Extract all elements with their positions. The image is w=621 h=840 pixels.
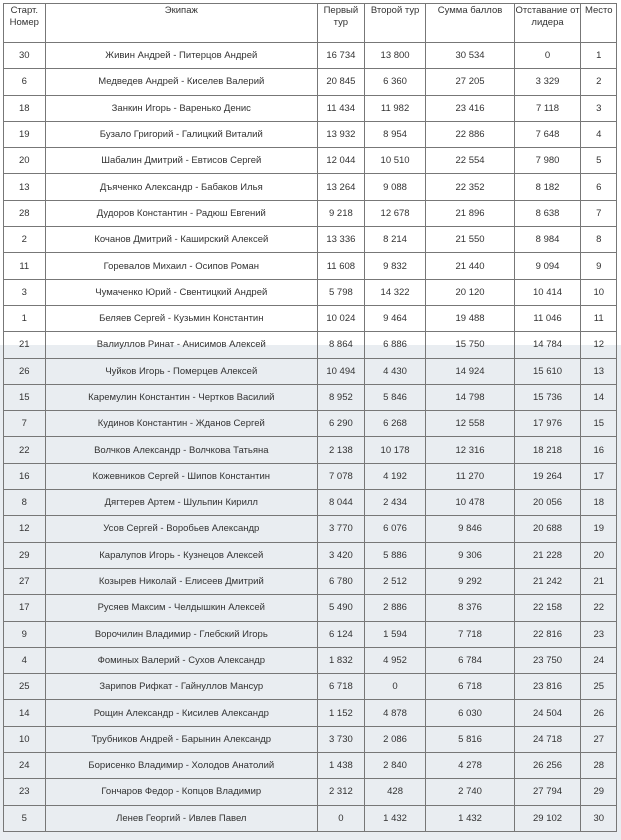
- cell-total-points: 6 030: [426, 700, 514, 726]
- cell-gap-to-leader: 22 816: [514, 621, 581, 647]
- cell-second-round: 9 088: [364, 174, 426, 200]
- cell-first-round: 5 490: [318, 595, 365, 621]
- table-row: [4, 726, 617, 752]
- cell-place: 18: [581, 490, 617, 516]
- cell-gap-to-leader: 23 816: [514, 674, 581, 700]
- cell-start-number: 24: [4, 753, 46, 779]
- table-row: [4, 700, 617, 726]
- cell-second-round: 4 878: [364, 700, 426, 726]
- cell-gap-to-leader: 17 976: [514, 411, 581, 437]
- cell-gap-to-leader: 7 118: [514, 95, 581, 121]
- cell-gap-to-leader: 24 718: [514, 726, 581, 752]
- header-second-round: Второй тур: [364, 4, 426, 43]
- table-row: [4, 358, 617, 384]
- header-first-round: Первый тур: [318, 4, 365, 43]
- cell-second-round: 9 464: [364, 305, 426, 331]
- cell-second-round: 5 846: [364, 384, 426, 410]
- cell-gap-to-leader: 7 648: [514, 121, 581, 147]
- cell-crew: Волчков Александр - Волчкова Татьяна: [45, 437, 318, 463]
- cell-start-number: 6: [4, 69, 46, 95]
- cell-total-points: 1 432: [426, 805, 514, 831]
- cell-crew: Усов Сергей - Воробьев Александр: [45, 516, 318, 542]
- cell-crew: Рощин Александр - Кисилев Александр: [45, 700, 318, 726]
- table-row: [4, 384, 617, 410]
- cell-place: 14: [581, 384, 617, 410]
- cell-second-round: 12 678: [364, 200, 426, 226]
- table-row: [4, 490, 617, 516]
- cell-gap-to-leader: 3 329: [514, 69, 581, 95]
- cell-first-round: 12 044: [318, 148, 365, 174]
- cell-gap-to-leader: 8 984: [514, 227, 581, 253]
- cell-start-number: 16: [4, 463, 46, 489]
- cell-total-points: 8 376: [426, 595, 514, 621]
- cell-crew: Козырев Николай - Елисеев Дмитрий: [45, 568, 318, 594]
- cell-crew: Каремулин Константин - Чертков Василий: [45, 384, 318, 410]
- cell-start-number: 18: [4, 95, 46, 121]
- cell-second-round: 428: [364, 779, 426, 805]
- cell-total-points: 6 718: [426, 674, 514, 700]
- cell-gap-to-leader: 20 056: [514, 490, 581, 516]
- cell-place: 25: [581, 674, 617, 700]
- cell-gap-to-leader: 18 218: [514, 437, 581, 463]
- cell-gap-to-leader: 20 688: [514, 516, 581, 542]
- cell-total-points: 9 306: [426, 542, 514, 568]
- cell-crew: Горевалов Михаил - Осипов Роман: [45, 253, 318, 279]
- cell-place: 30: [581, 805, 617, 831]
- cell-total-points: 20 120: [426, 279, 514, 305]
- cell-second-round: 2 512: [364, 568, 426, 594]
- cell-place: 23: [581, 621, 617, 647]
- table-row: [4, 305, 617, 331]
- cell-total-points: 14 798: [426, 384, 514, 410]
- cell-start-number: 10: [4, 726, 46, 752]
- cell-first-round: 10 494: [318, 358, 365, 384]
- cell-gap-to-leader: 19 264: [514, 463, 581, 489]
- table-row: [4, 674, 617, 700]
- cell-gap-to-leader: 21 242: [514, 568, 581, 594]
- cell-crew: Беляев Сергей - Кузьмин Константин: [45, 305, 318, 331]
- cell-start-number: 13: [4, 174, 46, 200]
- cell-second-round: 14 322: [364, 279, 426, 305]
- table-row: [4, 121, 617, 147]
- cell-place: 21: [581, 568, 617, 594]
- cell-second-round: 2 086: [364, 726, 426, 752]
- cell-crew: Дягтерев Артем - Шульпин Кирилл: [45, 490, 318, 516]
- cell-crew: Живин Андрей - Питерцов Андрей: [45, 43, 318, 69]
- cell-total-points: 21 896: [426, 200, 514, 226]
- cell-crew: Чуйков Игорь - Померцев Алексей: [45, 358, 318, 384]
- cell-gap-to-leader: 22 158: [514, 595, 581, 621]
- cell-first-round: 3 420: [318, 542, 365, 568]
- cell-crew: Русяев Максим - Челдышкин Алексей: [45, 595, 318, 621]
- cell-total-points: 21 550: [426, 227, 514, 253]
- cell-gap-to-leader: 23 750: [514, 647, 581, 673]
- table-row: [4, 647, 617, 673]
- cell-first-round: 6 290: [318, 411, 365, 437]
- cell-first-round: 2 138: [318, 437, 365, 463]
- cell-first-round: 10 024: [318, 305, 365, 331]
- cell-total-points: 9 292: [426, 568, 514, 594]
- table-row: [4, 621, 617, 647]
- cell-start-number: 2: [4, 227, 46, 253]
- cell-first-round: 13 932: [318, 121, 365, 147]
- cell-second-round: 10 178: [364, 437, 426, 463]
- cell-second-round: 13 800: [364, 43, 426, 69]
- table-row: [4, 332, 617, 358]
- cell-first-round: 3 730: [318, 726, 365, 752]
- cell-second-round: 1 594: [364, 621, 426, 647]
- table-row: [4, 568, 617, 594]
- cell-gap-to-leader: 27 794: [514, 779, 581, 805]
- cell-place: 15: [581, 411, 617, 437]
- cell-place: 26: [581, 700, 617, 726]
- cell-start-number: 25: [4, 674, 46, 700]
- cell-crew: Ворочилин Владимир - Глебский Игорь: [45, 621, 318, 647]
- table-row: [4, 174, 617, 200]
- cell-total-points: 5 816: [426, 726, 514, 752]
- cell-first-round: 16 734: [318, 43, 365, 69]
- table-row: [4, 779, 617, 805]
- cell-gap-to-leader: 14 784: [514, 332, 581, 358]
- cell-start-number: 28: [4, 200, 46, 226]
- cell-first-round: 20 845: [318, 69, 365, 95]
- cell-total-points: 22 886: [426, 121, 514, 147]
- table-row: [4, 753, 617, 779]
- cell-first-round: 1 152: [318, 700, 365, 726]
- cell-place: 24: [581, 647, 617, 673]
- cell-crew: Валиуллов Ринат - Анисимов Алексей: [45, 332, 318, 358]
- cell-start-number: 8: [4, 490, 46, 516]
- table-row: [4, 148, 617, 174]
- cell-total-points: 22 554: [426, 148, 514, 174]
- cell-second-round: 1 432: [364, 805, 426, 831]
- cell-second-round: 4 192: [364, 463, 426, 489]
- cell-place: 16: [581, 437, 617, 463]
- cell-first-round: 2 312: [318, 779, 365, 805]
- cell-gap-to-leader: 15 610: [514, 358, 581, 384]
- cell-total-points: 23 416: [426, 95, 514, 121]
- header-crew: Экипаж: [45, 4, 318, 43]
- cell-crew: Каралупов Игорь - Кузнецов Алексей: [45, 542, 318, 568]
- cell-gap-to-leader: 0: [514, 43, 581, 69]
- cell-place: 28: [581, 753, 617, 779]
- cell-gap-to-leader: 21 228: [514, 542, 581, 568]
- cell-place: 17: [581, 463, 617, 489]
- cell-total-points: 21 440: [426, 253, 514, 279]
- cell-total-points: 4 278: [426, 753, 514, 779]
- cell-total-points: 30 534: [426, 43, 514, 69]
- header-row: [4, 4, 617, 43]
- cell-first-round: 13 264: [318, 174, 365, 200]
- cell-crew: Трубников Андрей - Барынин Александр: [45, 726, 318, 752]
- cell-start-number: 12: [4, 516, 46, 542]
- cell-start-number: 11: [4, 253, 46, 279]
- cell-first-round: 1 438: [318, 753, 365, 779]
- cell-total-points: 15 750: [426, 332, 514, 358]
- cell-crew: Борисенко Владимир - Холодов Анатолий: [45, 753, 318, 779]
- table-row: [4, 463, 617, 489]
- cell-place: 12: [581, 332, 617, 358]
- cell-start-number: 26: [4, 358, 46, 384]
- table-row: [4, 200, 617, 226]
- cell-place: 20: [581, 542, 617, 568]
- cell-first-round: 6 124: [318, 621, 365, 647]
- cell-second-round: 8 214: [364, 227, 426, 253]
- cell-start-number: 23: [4, 779, 46, 805]
- cell-crew: Дудоров Константин - Радюш Евгений: [45, 200, 318, 226]
- cell-total-points: 12 316: [426, 437, 514, 463]
- cell-start-number: 3: [4, 279, 46, 305]
- cell-first-round: 6 780: [318, 568, 365, 594]
- cell-total-points: 11 270: [426, 463, 514, 489]
- cell-place: 4: [581, 121, 617, 147]
- cell-first-round: 13 336: [318, 227, 365, 253]
- header-total-points: Сумма баллов: [426, 4, 514, 43]
- cell-start-number: 21: [4, 332, 46, 358]
- cell-place: 11: [581, 305, 617, 331]
- cell-second-round: 6 886: [364, 332, 426, 358]
- cell-start-number: 19: [4, 121, 46, 147]
- cell-gap-to-leader: 29 102: [514, 805, 581, 831]
- cell-start-number: 14: [4, 700, 46, 726]
- cell-gap-to-leader: 9 094: [514, 253, 581, 279]
- cell-first-round: 5 798: [318, 279, 365, 305]
- cell-second-round: 6 268: [364, 411, 426, 437]
- cell-start-number: 20: [4, 148, 46, 174]
- cell-gap-to-leader: 15 736: [514, 384, 581, 410]
- table-row: [4, 437, 617, 463]
- cell-first-round: 1 832: [318, 647, 365, 673]
- cell-start-number: 30: [4, 43, 46, 69]
- cell-crew: Медведев Андрей - Киселев Валерий: [45, 69, 318, 95]
- cell-second-round: 4 430: [364, 358, 426, 384]
- cell-second-round: 9 832: [364, 253, 426, 279]
- cell-second-round: 2 434: [364, 490, 426, 516]
- cell-place: 19: [581, 516, 617, 542]
- table-row: [4, 805, 617, 831]
- table-row: [4, 279, 617, 305]
- header-start-number: Старт. Номер: [4, 4, 46, 43]
- cell-crew: Кочанов Дмитрий - Каширский Алексей: [45, 227, 318, 253]
- cell-crew: Фоминых Валерий - Сухов Александр: [45, 647, 318, 673]
- cell-gap-to-leader: 11 046: [514, 305, 581, 331]
- cell-place: 8: [581, 227, 617, 253]
- table-row: [4, 69, 617, 95]
- header-place: Место: [581, 4, 617, 43]
- cell-second-round: 11 982: [364, 95, 426, 121]
- cell-start-number: 29: [4, 542, 46, 568]
- table-row: [4, 253, 617, 279]
- cell-crew: Занкин Игорь - Варенько Денис: [45, 95, 318, 121]
- header-gap-to-leader: Отставание от лидера: [514, 4, 581, 43]
- cell-start-number: 4: [4, 647, 46, 673]
- cell-place: 7: [581, 200, 617, 226]
- cell-second-round: 6 076: [364, 516, 426, 542]
- cell-crew: Кудинов Константин - Жданов Сергей: [45, 411, 318, 437]
- cell-gap-to-leader: 24 504: [514, 700, 581, 726]
- cell-first-round: 3 770: [318, 516, 365, 542]
- cell-total-points: 14 924: [426, 358, 514, 384]
- cell-start-number: 5: [4, 805, 46, 831]
- cell-place: 1: [581, 43, 617, 69]
- cell-second-round: 6 360: [364, 69, 426, 95]
- cell-first-round: 8 952: [318, 384, 365, 410]
- cell-first-round: 6 718: [318, 674, 365, 700]
- cell-total-points: 10 478: [426, 490, 514, 516]
- cell-total-points: 2 740: [426, 779, 514, 805]
- cell-start-number: 22: [4, 437, 46, 463]
- cell-crew: Гончаров Федор - Копцов Владимир: [45, 779, 318, 805]
- cell-first-round: 11 608: [318, 253, 365, 279]
- cell-crew: Дъяченко Александр - Бабаков Илья: [45, 174, 318, 200]
- table-row: [4, 43, 617, 69]
- cell-first-round: 11 434: [318, 95, 365, 121]
- cell-second-round: 10 510: [364, 148, 426, 174]
- results-table: [3, 3, 617, 832]
- cell-second-round: 0: [364, 674, 426, 700]
- cell-second-round: 2 886: [364, 595, 426, 621]
- table-row: [4, 411, 617, 437]
- cell-place: 2: [581, 69, 617, 95]
- table-row: [4, 595, 617, 621]
- cell-second-round: 5 886: [364, 542, 426, 568]
- cell-first-round: 7 078: [318, 463, 365, 489]
- cell-place: 9: [581, 253, 617, 279]
- table-row: [4, 227, 617, 253]
- cell-place: 27: [581, 726, 617, 752]
- table-row: [4, 542, 617, 568]
- cell-crew: Кожевников Сергей - Шипов Константин: [45, 463, 318, 489]
- cell-place: 3: [581, 95, 617, 121]
- cell-total-points: 19 488: [426, 305, 514, 331]
- cell-total-points: 7 718: [426, 621, 514, 647]
- table-row: [4, 516, 617, 542]
- cell-crew: Ленев Георгий - Ивлев Павел: [45, 805, 318, 831]
- cell-crew: Бузало Григорий - Галицкий Виталий: [45, 121, 318, 147]
- cell-second-round: 2 840: [364, 753, 426, 779]
- cell-gap-to-leader: 8 638: [514, 200, 581, 226]
- cell-first-round: 0: [318, 805, 365, 831]
- cell-start-number: 27: [4, 568, 46, 594]
- cell-place: 10: [581, 279, 617, 305]
- cell-total-points: 12 558: [426, 411, 514, 437]
- cell-start-number: 17: [4, 595, 46, 621]
- cell-second-round: 4 952: [364, 647, 426, 673]
- cell-total-points: 9 846: [426, 516, 514, 542]
- cell-start-number: 9: [4, 621, 46, 647]
- cell-start-number: 7: [4, 411, 46, 437]
- cell-start-number: 15: [4, 384, 46, 410]
- cell-second-round: 8 954: [364, 121, 426, 147]
- table-row: [4, 95, 617, 121]
- cell-place: 22: [581, 595, 617, 621]
- cell-gap-to-leader: 10 414: [514, 279, 581, 305]
- cell-first-round: 8 044: [318, 490, 365, 516]
- cell-gap-to-leader: 7 980: [514, 148, 581, 174]
- cell-gap-to-leader: 26 256: [514, 753, 581, 779]
- cell-place: 5: [581, 148, 617, 174]
- cell-total-points: 27 205: [426, 69, 514, 95]
- cell-crew: Зарипов Рифкат - Гайнуллов Мансур: [45, 674, 318, 700]
- cell-first-round: 8 864: [318, 332, 365, 358]
- cell-start-number: 1: [4, 305, 46, 331]
- cell-crew: Шабалин Дмитрий - Евтисов Сергей: [45, 148, 318, 174]
- cell-place: 13: [581, 358, 617, 384]
- cell-first-round: 9 218: [318, 200, 365, 226]
- cell-crew: Чумаченко Юрий - Свентицкий Андрей: [45, 279, 318, 305]
- cell-place: 6: [581, 174, 617, 200]
- cell-total-points: 22 352: [426, 174, 514, 200]
- cell-gap-to-leader: 8 182: [514, 174, 581, 200]
- cell-place: 29: [581, 779, 617, 805]
- cell-total-points: 6 784: [426, 647, 514, 673]
